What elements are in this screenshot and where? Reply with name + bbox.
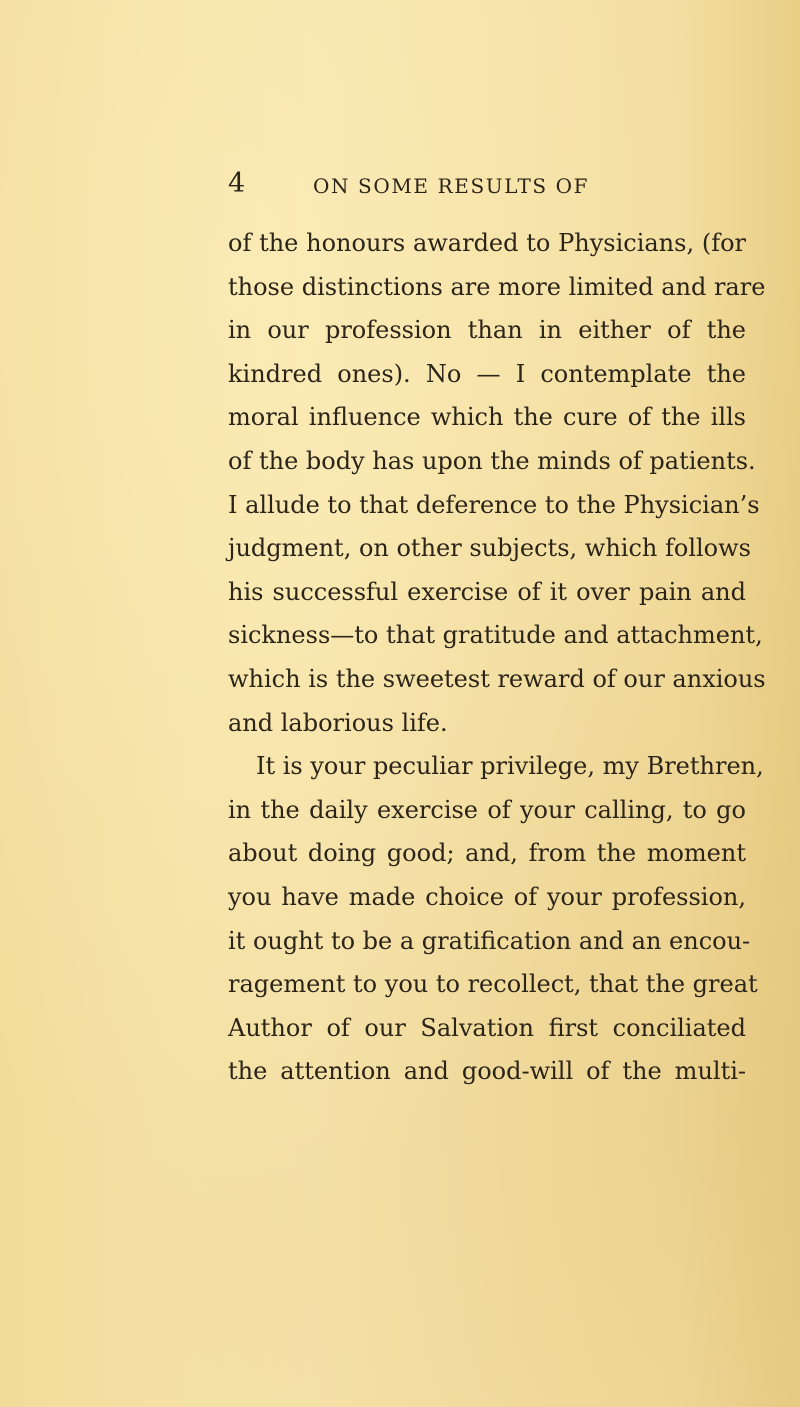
text-line: the attention and good-will of the multi- bbox=[228, 1057, 746, 1086]
page-header bbox=[0, 168, 800, 208]
paragraph-start-line: It is your peculiar privilege, my Brethren, bbox=[256, 752, 764, 781]
text-line: in the daily exercise of your calling, to go bbox=[228, 795, 746, 824]
running-head: ON SOME RESULTS OF bbox=[313, 174, 590, 198]
text-line: those distinctions are more limited and rare bbox=[228, 272, 766, 301]
text-line: about doing good; and, from the moment bbox=[228, 839, 746, 868]
text-line: of the body has upon the minds of patients. bbox=[228, 446, 756, 475]
text-line: ragement to you to recollect, that the great bbox=[228, 970, 758, 999]
text-line: it ought to be a gratification and an encou- bbox=[228, 926, 751, 955]
text-line: his successful exercise of it over pain and bbox=[228, 577, 746, 606]
text-line: in our profession than in either of the bbox=[228, 316, 746, 345]
text-line: Author of our Salvation first conciliated bbox=[228, 1013, 746, 1042]
text-line: you have made choice of your profession, bbox=[228, 882, 746, 911]
text-line: of the honours awarded to Physicians, (for bbox=[228, 229, 746, 257]
page-number: 4 bbox=[228, 168, 246, 199]
paragraph-end-line: and laborious life. bbox=[228, 708, 448, 737]
body-text bbox=[228, 222, 766, 1094]
text-line: sickness—to that gratitude and attachment, bbox=[228, 621, 763, 650]
text-line: judgment, on other subjects, which follows bbox=[228, 534, 751, 563]
text-line: which is the sweetest reward of our anxious bbox=[228, 664, 766, 693]
text-line: moral influence which the cure of the ills bbox=[228, 403, 746, 432]
text-line: I allude to that deference to the Physician’s bbox=[228, 490, 760, 519]
text-line: kindred ones). No — I contemplate the bbox=[228, 359, 746, 388]
